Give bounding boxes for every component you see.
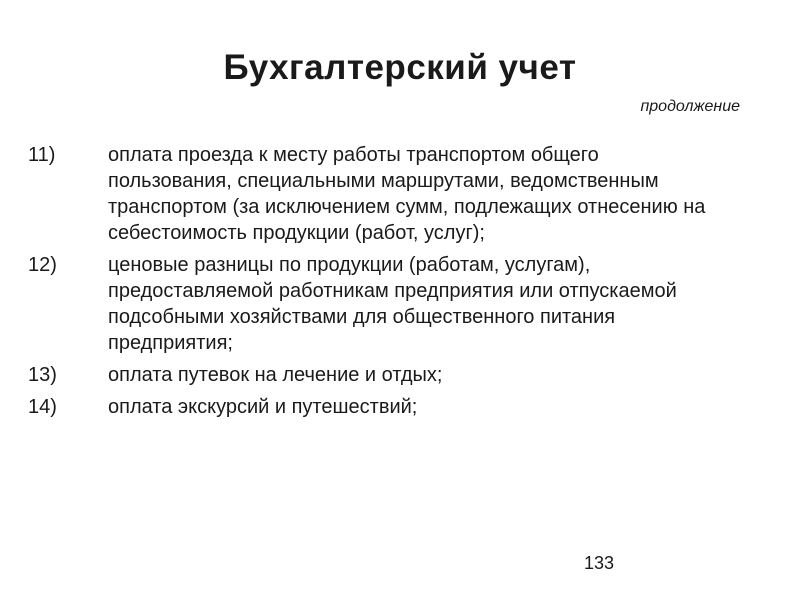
numbered-list xyxy=(28,142,728,426)
list-item-number: 12) xyxy=(28,254,57,276)
slide-subtitle: продолжение xyxy=(640,98,740,115)
slide-title: Бухгалтерский учет xyxy=(223,48,577,87)
list-item-number: 13) xyxy=(28,364,57,386)
list-item-text: оплата экскурсий и путешествий; xyxy=(108,396,418,418)
list-item-number: 11) xyxy=(28,144,56,166)
list-item-text: оплата путевок на лечение и отдых; xyxy=(108,364,443,386)
list-item xyxy=(28,394,728,420)
list-item xyxy=(28,362,728,388)
page-number: 133 xyxy=(583,553,614,573)
list-item-text: ценовые разницы по продукции (работам, услугам), предоставляемой работникам предприятия или отпускаемой подсобными хозяйствами для общественного питания предприятия; xyxy=(108,254,677,354)
list-item xyxy=(28,252,728,356)
list-item-text: оплата проезда к месту работы транспортом общего пользования, специальными маршрутами, ведомственным транспортом (за исключением сумм, подлежащих отнесению на себестоимость продукции (работ, услуг); xyxy=(108,144,706,244)
list-item-number: 14) xyxy=(28,396,57,418)
list-item xyxy=(28,142,728,246)
